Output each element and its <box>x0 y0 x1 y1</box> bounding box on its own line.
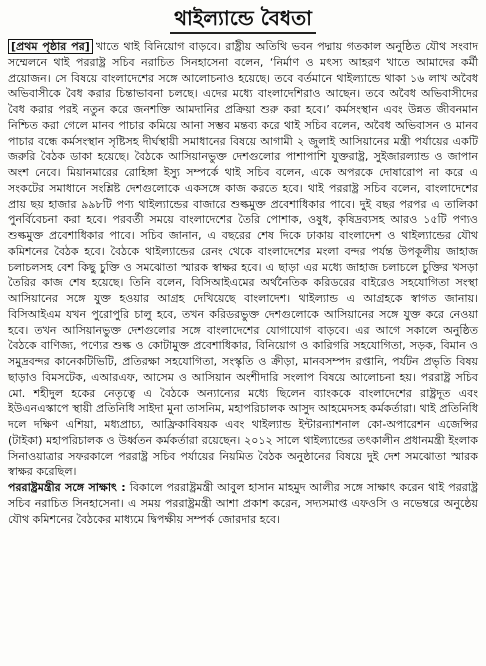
article-headline: থাইল্যান্ডে বৈধতা <box>170 4 316 34</box>
section-subhead: পররাষ্ট্রমন্ত্রীর সঙ্গে সাক্ষাৎ : <box>8 481 126 494</box>
continuation-tag: [প্রথম পৃষ্ঠার পর] <box>8 39 93 54</box>
article-body <box>8 39 478 527</box>
paragraph-text: খাতে থাই বিনিয়োগ বাড়বে। রাষ্ট্রীয় অতিথি ভবন পদ্মায় গতকাল অনুষ্ঠিত যৌথ সংবাদ সম্মেলনে থাই পররাষ্ট্র সচিব নরাচিত সিনহাসেনা বলেন, ‘নির্মাণ ও মৎস্য আহরণ খাতে আমাদের কর্মী প্রয়োজন। সে বিষয়ে বাংলাদেশের সঙ্গে আলোচনাও হয়েছে। তবে বর্তমানে থাইল্যান্ডে থাকা ১৬ লাখ অবৈধ অভিবাসীকে বৈধ করার চিন্তাভাবনা চলছে। এদের মধ্যে বাংলাদেশিরাও আছেন। তবে অবৈধ অভিবাসীদের বৈধ করার পরই নতুন করে জনশক্তি আমদানির প্রক্রিয়া শুরু করা হবে।’ কর্মসংস্থান এবং উন্নত জীবনমান নিশ্চিত করা গেলে মানব পাচার কমিয়ে আনা সম্ভব মন্তব্য করে থাই সচিব বলেন, অবৈধ অভিবাসন ও মানব পাচার বন্ধে কর্মসংস্থান সৃষ্টিসহ দীর্ঘস্থায়ী সমাধানের বিষয়ে আগামী ২ জুলাই আসিয়ানের মন্ত্রী পর্যায়ের একটি জরুরি বৈঠক ডাকা হয়েছে। বৈঠকে আসিয়ানভুক্ত দেশগুলোর পাশাপাশি যুক্তরাষ্ট্র, সুইজারল্যান্ড ও জাপান অংশ নেবে। মিয়ানমারের রোহিঙ্গা ইস্যু সম্পর্কে থাই সচিব বলেন, একে অপরকে দোষারোপ না করে এ সংকটের সমাধানে সংশ্লিষ্ট দেশগুলোকে একসঙ্গে কাজ করতে হবে। থাই পররাষ্ট্র সচিব বলেন, বাংলাদেশের প্রায় ছয় হাজার ৯৯৮টি পণ্য থাইল্যান্ডের বাজারে শুল্কমুক্ত প্রবেশাধিকার পাবে। দুই বছর পরপর এ তালিকা পুনর্বিবেচনা করা হবে। পরবর্তী সময়ে বাংলাদেশের তৈরি পোশাক, ওষুধ, কৃষিদ্রব্যসহ আরও ১৫টি পণ্যও শুল্কমুক্ত প্রবেশাধিকার পাবে। সচিব জানান, এ বছরের শেষ দিকে ঢাকায় বাংলাদেশ ও থাইল্যান্ডের যৌথ কমিশনের বৈঠক হবে। বৈঠকে থাইল্যান্ডের রেনং থেকে বাংলাদেশের মংলা বন্দর পর্যন্ত উপকূলীয় জাহাজ চলাচলসহ বেশ কিছু চুক্তি ও সমঝোতা স্মারক স্বাক্ষর হবে। এ ছাড়া এর মধ্যে জাহাজ চলাচলে চুক্তির খসড়া তৈরির কাজ শেষ হয়েছে। তিনি বলেন, বিসিআইএমের অর্থনৈতিক করিডরের বাইরেও সহযোগিতা সংস্থা আসিয়ানের সঙ্গে যুক্ত হওয়ার আগ্রহ দেখিয়েছে বাংলাদেশ। থাইল্যান্ড এ আগ্রহকে স্বাগত জানায়। বিসিআইএম যখন পুরোপুরি চালু হবে, তখন করিডরভুক্ত দেশগুলোকে আসিয়ানের সঙ্গে যুক্ত করে নেওয়া হবে। তখন আসিয়ানভুক্ত দেশগুলোর সঙ্গে বাংলাদেশের যোগাযোগ বাড়বে। এর আগে সকালে অনুষ্ঠিত বৈঠকে বাণিজ্য, পণ্যের শুল্ক ও কোটামুক্ত প্রবেশাধিকার, বিনিয়োগ ও কারিগরি সহযোগিতা, সড়ক, বিমান ও সমুদ্রবন্দর কানেকটিভিটি, প্রতিরক্ষা সহযোগিতা, সংস্কৃতি ও ক্রীড়া, মানবসম্পদ রপ্তানি, পর্যটন প্রভৃতি বিষয় ছাড়াও বিমসটেক, এআরএফ, আসেম ও আসিয়ান অংশীদারি সংলাপ বিষয়ে আলোচনা হয়। পররাষ্ট্র সচিব মো. শহীদুল হকের নেতৃত্বে এ বৈঠকে অন্যান্যের মধ্যে ছিলেন ব্যাংককে বাংলাদেশের রাষ্ট্রদূত এবং ইউএনএস্কাপে স্থায়ী প্রতিনিধি সাইদা মুনা তাসনিম, মহাপরিচালক আসুদ আহমেদসহ কর্মকর্তারা। থাই প্রতিনিধি দলে দক্ষিণ এশিয়া, মধ্যপ্রাচ্য, আফ্রিকাবিষয়ক এবং থাইল্যান্ড ইন্টারন্যাশনাল কো-অপারেশন এজেন্সির (টাইকা) মহাপরিচালক ও উর্ধ্বতন কর্মকর্তারা রয়েছেন। ২০১২ সালে থাইল্যান্ডের তৎকালীন প্রধানমন্ত্রী ইংলাক সিনাওয়াত্রার সফরকালে পররাষ্ট্র সচিব পর্যায়ের নিয়মিত বৈঠক অনুষ্ঠানের বিষয়ে দুই দেশ সমঝোতা স্মারক স্বাক্ষর করেছিল। <box>8 40 478 479</box>
article-paragraph <box>8 39 478 480</box>
paragraph-text: বিকালে পররাষ্ট্রমন্ত্রী আবুল হাসান মাহমুদ আলীর সঙ্গে সাক্ষাৎ করেন থাই পররাষ্ট্র সচিব নরাচিত সিনহাসেনা। এ সময় পররাষ্ট্রমন্ত্রী আশা প্রকাশ করেন, সদ্যসমাপ্ত এফওসি ও নভেম্বরে অনুষ্ঠেয় যৌথ কমিশনের বৈঠকের মাধ্যমে দ্বিপক্ষীয় সম্পর্ক জোরদার হবে। <box>8 481 478 526</box>
article-paragraph <box>8 480 478 527</box>
headline-container <box>8 4 478 36</box>
